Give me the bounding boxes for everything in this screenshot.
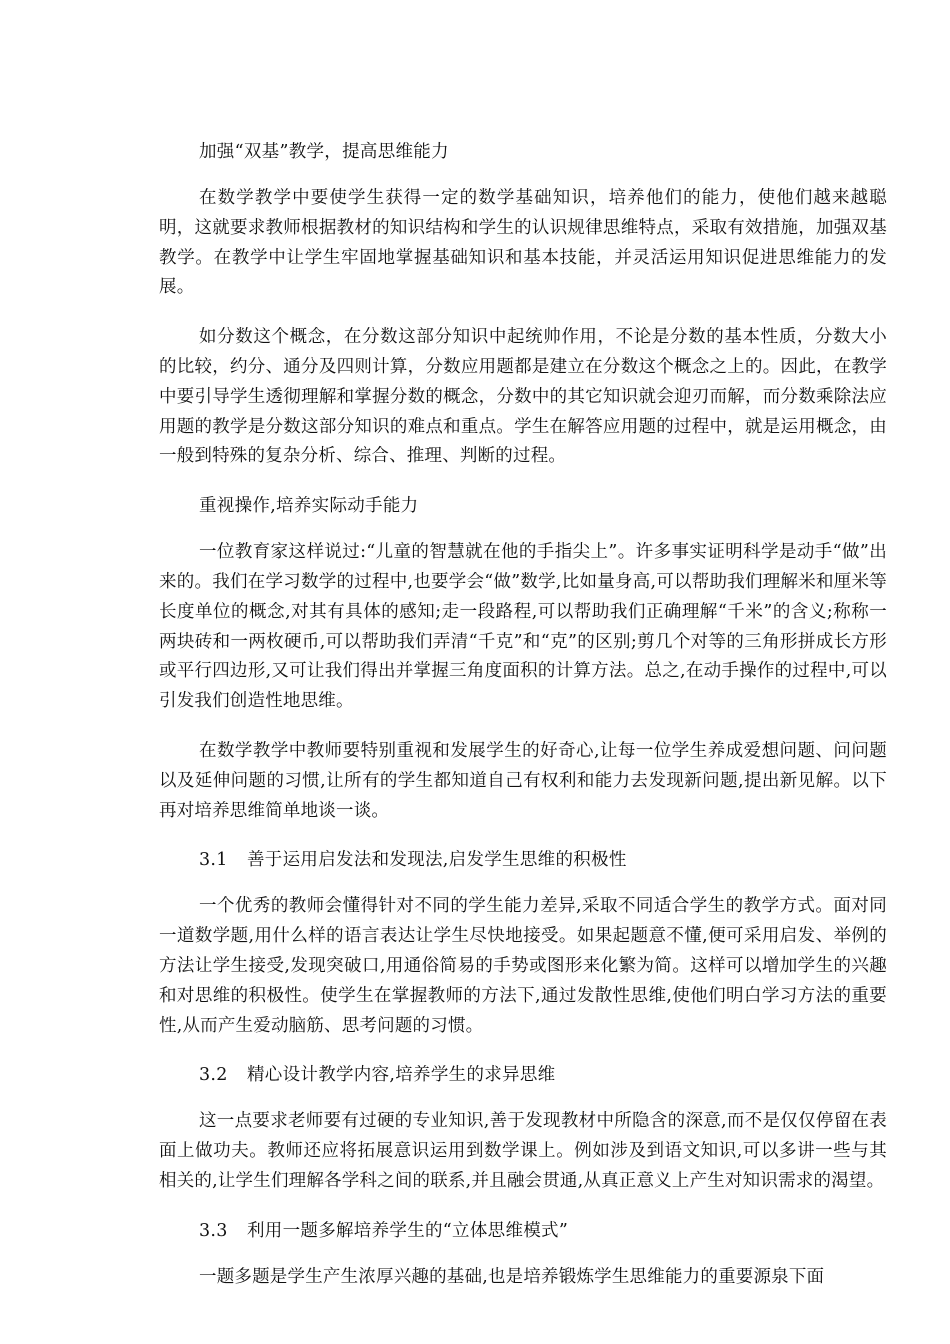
section-heading-3-3 bbox=[159, 1217, 887, 1245]
paragraph: 一位教育家这样说过:“儿童的智慧就在他的手指尖上”。许多事实证明科学是动手“做”出来的。我们在学习数学的过程中,也要学会“做”数学,比如量身高,可以帮助我们理解米和厘米等长度单位的概念,对其有具体的感知;走一段路程,可以帮助我们正确理解“千米”的含义;称称一两块砖和一两枚硬币,可以帮助我们弄清“千克”和“克”的区别;剪几个对等的三角形拼成长方形或平行四边形,又可让我们得出并掌握三角度面积的计算方法。总之,在动手操作的过程中,可以引发我们创造性地思维。 bbox=[159, 542, 887, 712]
section-title: 利用一题多解培养学生的“立体思维模式” bbox=[247, 1220, 569, 1241]
paragraph: 如分数这个概念，在分数这部分知识中起统帅作用，不论是分数的基本性质，分数大小的比较，约分、通分及四则计算，分数应用题都是建立在分数这个概念之上的。因此，在教学中要引导学生透彻理解和掌握分数的概念，分数中的其它知识就会迎刃而解，而分数乘除法应用题的教学是分数这部分知识的难点和重点。学生在解答应用题的过程中，就是运用概念，由一般到特殊的复杂分析、综合、推理、判断的过程。 bbox=[159, 327, 887, 467]
section-heading-3-1 bbox=[159, 846, 887, 874]
paragraph: 在数学教学中要使学生获得一定的数学基础知识，培养他们的能力，使他们越来越聪明，这就要求教师根据教材的知识结构和学生的认识规律思维特点，采取有效措施，加强双基教学。在教学中让学生牢固地掌握基础知识和基本技能，并灵活运用知识促进思维能力的发展。 bbox=[159, 188, 887, 298]
section-heading-3-2 bbox=[159, 1061, 887, 1089]
document-body bbox=[159, 138, 887, 1313]
paragraph: 这一点要求老师要有过硬的专业知识,善于发现教材中所隐含的深意,而不是仅仅停留在表面上做功夫。教师还应将拓展意识运用到数学课上。例如涉及到语文知识,可以多讲一些与其相关的,让学生们理解各学科之间的联系,并且融会贯通,从真正意义上产生对知识需求的渴望。 bbox=[159, 1111, 887, 1191]
section-title: 善于运用启发法和发现法,启发学生思维的积极性 bbox=[247, 850, 627, 871]
heading-hands-on: 重视操作,培养实际动手能力 bbox=[199, 496, 419, 517]
heading-double-basics: 加强“双基”教学，提高思维能力 bbox=[199, 142, 449, 162]
paragraph: 在数学教学中教师要特别重视和发展学生的好奇心,让每一位学生养成爱想问题、问问题以及延伸问题的习惯,让所有的学生都知道自己有权利和能力去发现新问题,提出新见解。以下再对培养思维简单地谈一谈。 bbox=[159, 740, 887, 821]
paragraph: 一题多题是学生产生浓厚兴趣的基础,也是培养锻炼学生思维能力的重要源泉下面 bbox=[199, 1266, 825, 1287]
section-title: 精心设计教学内容,培养学生的求异思维 bbox=[247, 1065, 556, 1086]
paragraph: 一个优秀的教师会懂得针对不同的学生能力差异,采取不同适合学生的教学方式。面对同一道数学题,用什么样的语言表达让学生尽快地接受。如果起题意不懂,便可采用启发、举例的方法让学生接受,发现突破口,用通俗简易的手势或图形来化繁为简。这样可以增加学生的兴趣和对思维的积极性。使学生在掌握教师的方法下,通过发散性思维,使他们明白学习方法的重要性,从而产生爱动脑筋、思考问题的习惯。 bbox=[159, 896, 887, 1036]
section-number: 3.1 bbox=[199, 850, 228, 871]
section-number: 3.2 bbox=[199, 1065, 228, 1086]
section-number: 3.3 bbox=[199, 1220, 228, 1241]
